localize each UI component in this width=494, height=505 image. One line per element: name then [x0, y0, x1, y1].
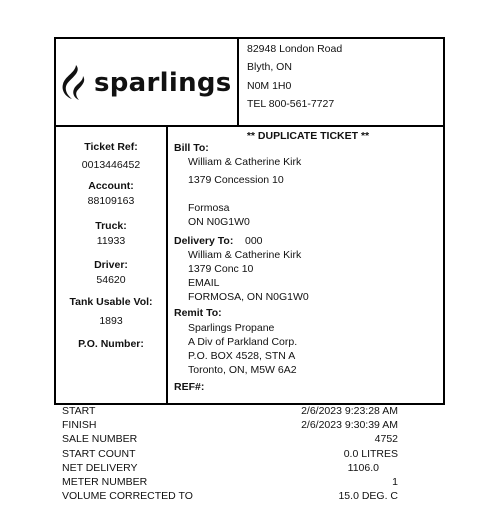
detail-key: VOLUME CORRECTED TO [62, 490, 193, 502]
detail-value: 4752 [374, 433, 398, 445]
detail-row [62, 490, 398, 504]
delivery-to-line: EMAIL [188, 277, 220, 289]
bill-to-line: William & Catherine Kirk [188, 156, 302, 168]
flame-icon [60, 64, 90, 102]
po-number-label: P.O. Number: [78, 338, 144, 350]
account-value: 88109163 [87, 195, 135, 207]
truck-value: 11933 [96, 235, 126, 247]
ref-label: REF#: [174, 381, 205, 393]
company-address [247, 43, 342, 116]
detail-key: SALE NUMBER [62, 433, 138, 445]
body-divider [166, 127, 168, 403]
account-label: Account: [88, 180, 134, 192]
remit-to-line: A Div of Parkland Corp. [188, 336, 298, 348]
driver-value: 54620 [96, 274, 126, 286]
delivery-to-line: FORMOSA, ON N0G1W0 [188, 291, 309, 303]
ticket-header [56, 39, 443, 127]
detail-row [62, 405, 398, 419]
detail-key: START COUNT [62, 448, 136, 460]
tank-label: Tank Usable Vol: [69, 296, 153, 308]
bill-to-line: 1379 Concession 10 [188, 174, 284, 186]
ticket-ref-label: Ticket Ref: [84, 141, 138, 153]
tank-value: 1893 [99, 315, 123, 327]
detail-value: 1106.0 [347, 462, 379, 474]
driver-label: Driver: [94, 259, 128, 271]
address-line: Blyth, ON [247, 61, 292, 74]
detail-value: 2/6/2023 9:23:28 AM [301, 405, 398, 417]
bill-to-line: ON N0G1W0 [188, 216, 250, 228]
delivery-to-line: 1379 Conc 10 [188, 263, 254, 275]
detail-row [62, 462, 398, 476]
detail-row [62, 476, 398, 490]
bill-to-line: Formosa [188, 202, 230, 214]
detail-key: NET DELIVERY [62, 462, 138, 474]
address-line: TEL 800-561-7727 [247, 97, 335, 110]
remit-to-line: Sparlings Propane [188, 322, 275, 334]
detail-key: START [62, 405, 96, 417]
ticket-box [54, 37, 445, 405]
duplicate-ticket-title: ** DUPLICATE TICKET ** [246, 130, 370, 142]
bill-to-label: Bill To: [174, 142, 209, 154]
delivery-to-line: William & Catherine Kirk [188, 249, 302, 261]
detail-value: 15.0 DEG. C [338, 490, 398, 502]
remit-to-line: P.O. BOX 4528, STN A [188, 350, 296, 362]
detail-row [62, 448, 398, 462]
delivery-to-label: Delivery To: [174, 235, 234, 247]
delivery-to-code: 000 [245, 235, 263, 247]
detail-row [62, 419, 398, 433]
truck-label: Truck: [95, 220, 127, 232]
remit-to-label: Remit To: [174, 307, 222, 319]
header-divider [237, 39, 239, 127]
detail-value: 1 [392, 476, 398, 488]
detail-value: 0.0 LITRES [343, 448, 398, 460]
address-line: N0M 1H0 [247, 79, 292, 92]
ticket-ref-value: 0013446452 [81, 159, 141, 171]
address-line: 82948 London Road [247, 43, 343, 55]
remit-to-line: Toronto, ON, M5W 6A2 [188, 364, 297, 376]
logo-text: sparlings [94, 68, 232, 98]
detail-key: METER NUMBER [62, 476, 148, 488]
detail-value: 2/6/2023 9:30:39 AM [301, 419, 398, 431]
detail-key: FINISH [62, 419, 97, 431]
company-logo [60, 64, 232, 102]
detail-row [62, 433, 398, 447]
